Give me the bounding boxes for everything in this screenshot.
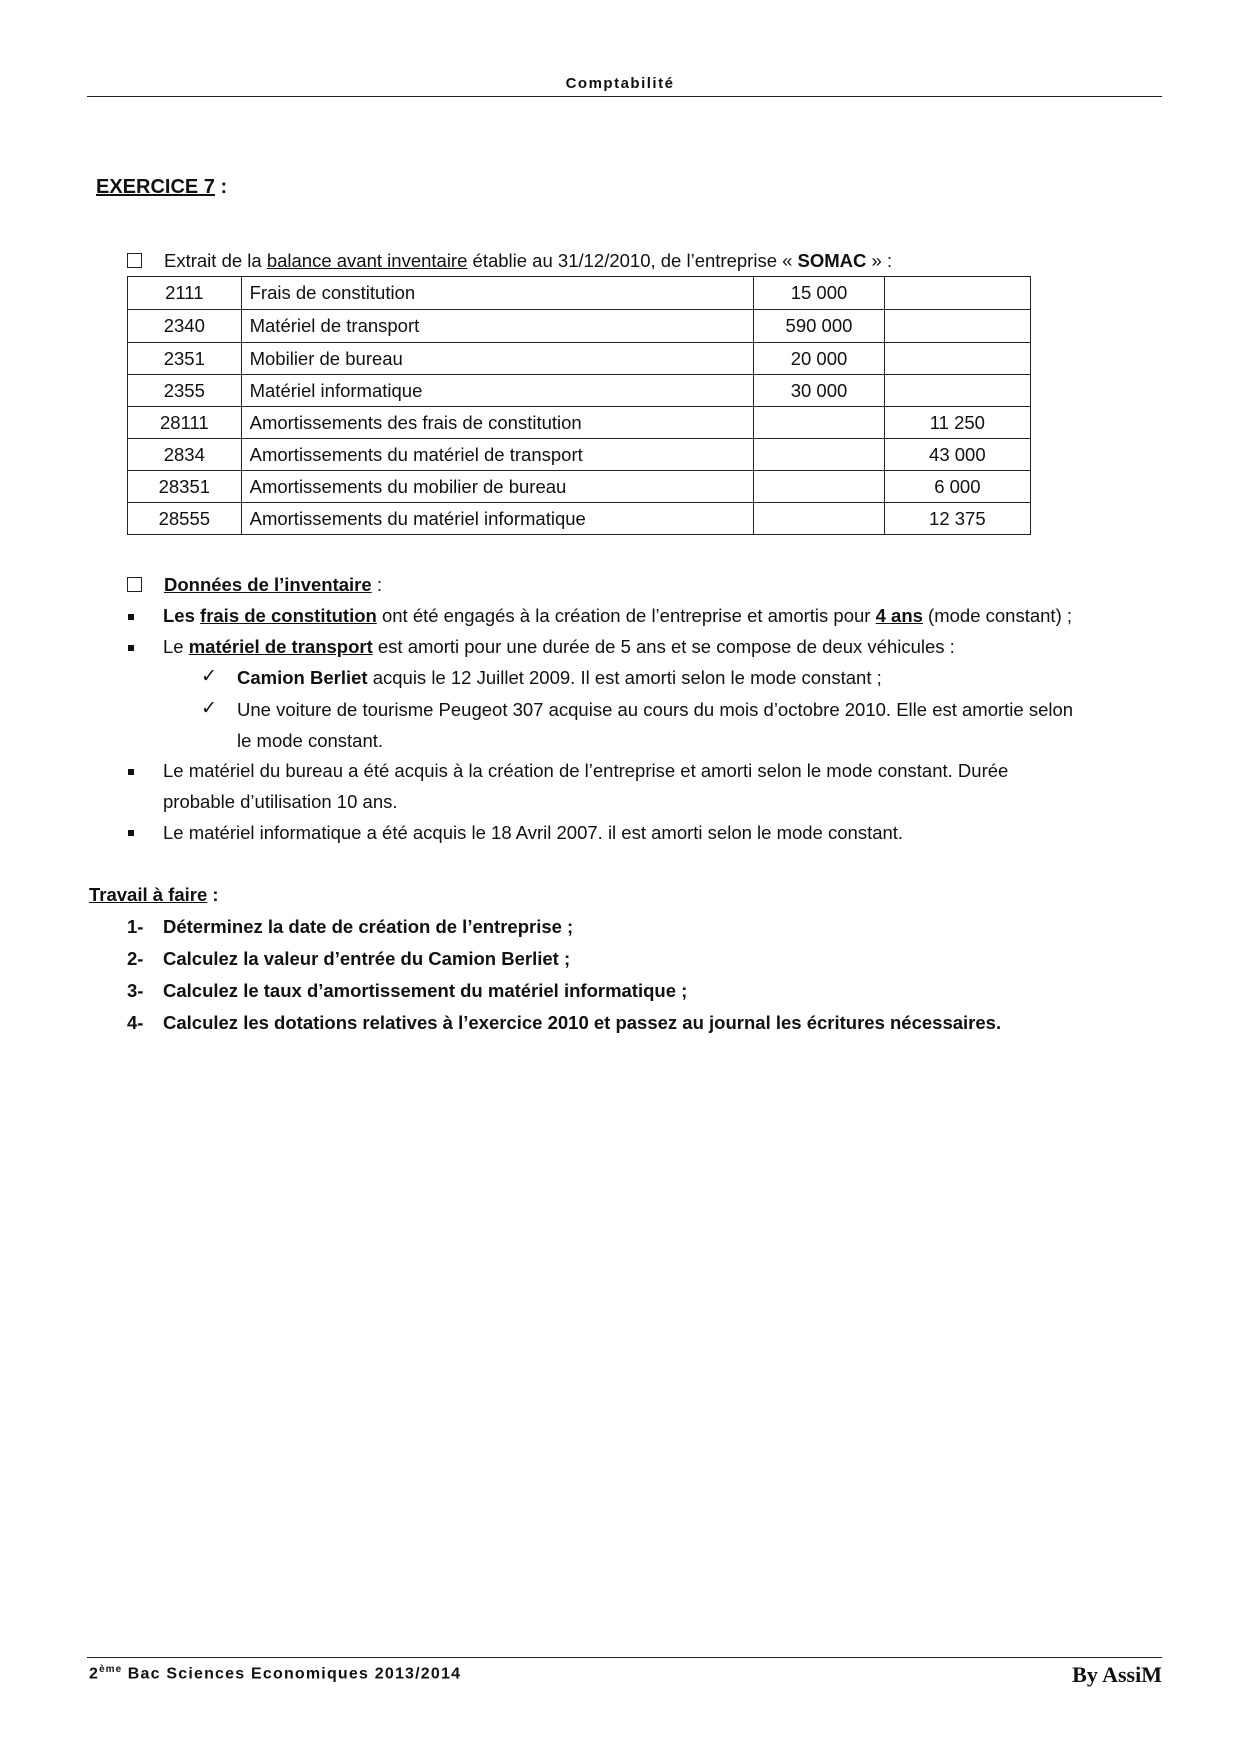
debit-cell (754, 407, 884, 439)
balance-table (127, 276, 1031, 535)
balance-intro-part: » : (866, 250, 893, 271)
work-title-suffix: : (207, 884, 219, 905)
footer-divider (87, 1657, 1162, 1658)
account-label-cell: Matériel informatique (241, 375, 754, 407)
account-code-cell: 28351 (128, 471, 242, 503)
balance-intro-keyword: balance avant inventaire (266, 250, 468, 271)
footer-course (89, 1664, 461, 1683)
work-item-number: 1- (127, 916, 144, 937)
inventory-text: est amorti pour une durée de 5 ans et se compose de deux véhicules : (372, 636, 955, 657)
inventory-title: Données de l’inventaire (164, 574, 372, 595)
square-bullet-icon (128, 769, 134, 775)
account-label-cell: Amortissements du matériel informatique (241, 503, 754, 535)
balance-intro-part: Extrait de la (164, 250, 267, 271)
work-item-number: 4- (127, 1012, 144, 1033)
exercise-title-text: EXERCICE 7 (96, 176, 215, 198)
inventory-subitem-camion (237, 667, 882, 689)
exercise-title (96, 176, 227, 199)
account-label-cell: Matériel de transport (241, 310, 754, 343)
credit-cell (884, 375, 1030, 407)
header-divider (87, 96, 1162, 97)
page-header-title: Comptabilité (565, 75, 675, 92)
footer-author: By AssiM (1072, 1662, 1162, 1687)
account-label-cell: Amortissements du mobilier de bureau (241, 471, 754, 503)
work-item-number: 3- (127, 980, 144, 1001)
credit-cell (884, 277, 1030, 310)
inventory-keyword: frais de constitution (200, 605, 377, 626)
footer-course-text: Bac Sciences Economiques 2013/2014 (122, 1665, 462, 1683)
checkmark-icon: ✓ (201, 666, 217, 687)
credit-cell: 6 000 (884, 471, 1030, 503)
inventory-keyword: Camion Berliet (237, 667, 368, 688)
account-label-cell: Amortissements du matériel de transport (241, 439, 754, 471)
exercise-title-colon: : (214, 176, 228, 198)
inventory-subitem-peugeot: Une voiture de tourisme Peugeot 307 acquise au cours du mois d’octobre 2010. Elle est amortie selon (237, 699, 1074, 720)
account-label-cell: Mobilier de bureau (241, 343, 754, 375)
square-bullet-icon (128, 614, 134, 620)
footer-level-sup: ème (99, 1664, 123, 1675)
company-name: SOMAC (797, 250, 867, 271)
table-row (128, 343, 1031, 375)
inventory-text: Le (163, 636, 189, 657)
inventory-item-bureau: Le matériel du bureau a été acquis à la création de l’entreprise et amorti selon le mode constant. Durée (163, 760, 1009, 781)
checkbox-icon (127, 253, 142, 268)
inventory-text: Les (163, 605, 201, 626)
inventory-heading (127, 574, 382, 596)
work-item-number: 2- (127, 948, 144, 969)
inventory-item-informatique: Le matériel informatique a été acquis le 18 Avril 2007. il est amorti selon le mode constant. (163, 822, 904, 843)
debit-cell: 30 000 (754, 375, 884, 407)
inventory-title-suffix: : (371, 574, 382, 595)
account-code-cell: 2355 (128, 375, 242, 407)
balance-table-body (128, 277, 1031, 535)
account-code-cell: 28111 (128, 407, 242, 439)
inventory-text: (mode constant) ; (922, 605, 1073, 626)
credit-cell: 12 375 (884, 503, 1030, 535)
account-code-cell: 2834 (128, 439, 242, 471)
debit-cell: 15 000 (754, 277, 884, 310)
credit-cell: 11 250 (884, 407, 1030, 439)
table-row (128, 310, 1031, 343)
checkmark-icon: ✓ (201, 698, 217, 719)
account-code-cell: 28555 (128, 503, 242, 535)
square-bullet-icon (128, 645, 134, 651)
inventory-subitem-peugeot-cont: le mode constant. (237, 730, 384, 751)
debit-cell: 590 000 (754, 310, 884, 343)
work-title: Travail à faire (89, 884, 208, 905)
account-label-cell: Frais de constitution (241, 277, 754, 310)
inventory-item-constitution (163, 605, 1072, 627)
credit-cell: 43 000 (884, 439, 1030, 471)
debit-cell (754, 439, 884, 471)
work-item-text: Calculez les dotations relatives à l’exercice 2010 et passez au journal les écritures nécessaires. (163, 1012, 1002, 1033)
inventory-item-transport (163, 636, 955, 658)
table-row (128, 375, 1031, 407)
account-code-cell: 2340 (128, 310, 242, 343)
work-item-text: Calculez le taux d’amortissement du matériel informatique ; (163, 980, 688, 1001)
inventory-text: acquis le 12 Juillet 2009. Il est amorti selon le mode constant ; (367, 667, 882, 688)
table-row (128, 503, 1031, 535)
debit-cell (754, 503, 884, 535)
inventory-keyword: matériel de transport (188, 636, 373, 657)
table-row (128, 439, 1031, 471)
inventory-item-bureau-cont: probable d’utilisation 10 ans. (163, 791, 398, 812)
balance-intro (127, 250, 892, 272)
account-code-cell: 2351 (128, 343, 242, 375)
account-label-cell: Amortissements des frais de constitution (241, 407, 754, 439)
work-item-text: Calculez la valeur d’entrée du Camion Berliet ; (163, 948, 571, 969)
table-row (128, 407, 1031, 439)
credit-cell (884, 343, 1030, 375)
table-row (128, 277, 1031, 310)
debit-cell: 20 000 (754, 343, 884, 375)
debit-cell (754, 471, 884, 503)
balance-intro-part: établie au 31/12/2010, de l’entreprise « (467, 250, 798, 271)
inventory-text: ont été engagés à la création de l’entreprise et amortis pour (376, 605, 876, 626)
table-row (128, 471, 1031, 503)
work-heading (89, 884, 219, 906)
inventory-keyword: 4 ans (875, 605, 923, 626)
credit-cell (884, 310, 1030, 343)
square-bullet-icon (128, 830, 134, 836)
work-item-text: Déterminez la date de création de l’entreprise ; (163, 916, 574, 937)
footer-level: 2 (89, 1665, 100, 1683)
account-code-cell: 2111 (128, 277, 242, 310)
checkbox-icon (127, 577, 142, 592)
